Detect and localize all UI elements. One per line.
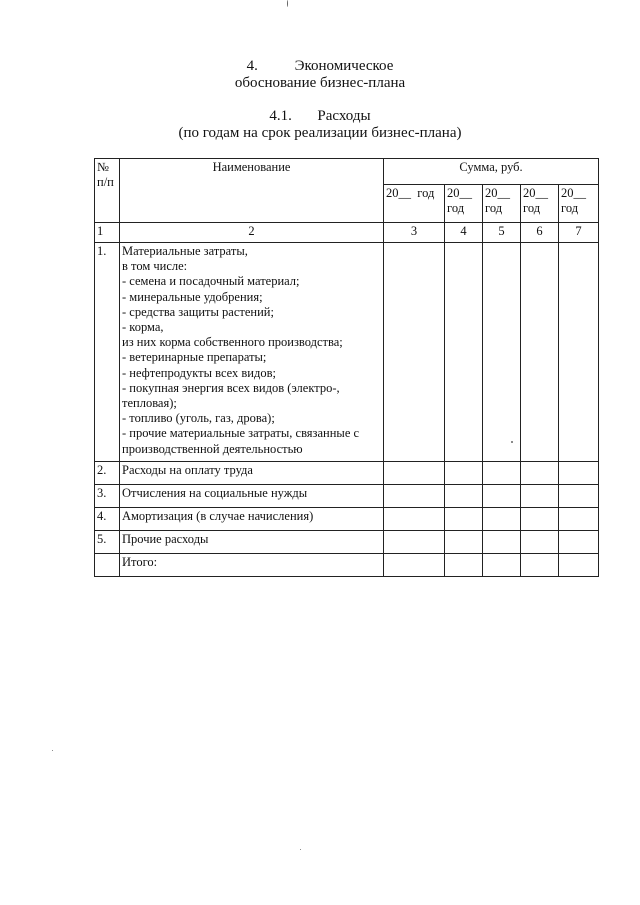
value-cell[interactable]: [384, 531, 445, 554]
value-cell[interactable]: [445, 243, 483, 462]
value-cell[interactable]: [384, 243, 445, 462]
year-cell-4-b: год: [523, 201, 541, 215]
value-cell[interactable]: [521, 554, 559, 577]
value-cell[interactable]: [521, 531, 559, 554]
material-line: - средства защиты растений;: [122, 304, 274, 319]
row-num: 5.: [95, 531, 120, 554]
value-cell[interactable]: [445, 462, 483, 485]
value-cell[interactable]: [559, 485, 599, 508]
value-cell[interactable]: [483, 243, 521, 462]
value-cell[interactable]: [521, 508, 559, 531]
index-row: [95, 223, 599, 243]
material-line: - прочие материальные затраты, связанные с: [122, 426, 360, 441]
value-cell[interactable]: [559, 554, 599, 577]
index-cell: 2: [120, 223, 384, 243]
material-line: - ветеринарные препараты;: [122, 350, 267, 365]
row-num: [95, 554, 120, 577]
row-name: Расходы на оплату труда: [120, 462, 384, 485]
header-num-2: п/п: [97, 175, 114, 189]
year-cell-4-a: 20__: [523, 186, 548, 200]
value-cell[interactable]: [483, 508, 521, 531]
year-cell-4: [521, 185, 559, 223]
value-cell[interactable]: [445, 554, 483, 577]
scan-speck: [511, 441, 513, 443]
value-cell[interactable]: [483, 554, 521, 577]
row-name: Прочие расходы: [120, 531, 384, 554]
value-cell[interactable]: [559, 462, 599, 485]
year-cell-1-b: год: [417, 186, 435, 200]
year-cell-3: [483, 185, 521, 223]
row-num: 3.: [95, 485, 120, 508]
index-cell: 3: [384, 223, 445, 243]
material-line: - семена и посадочный материал;: [122, 274, 300, 289]
table-row: [95, 462, 599, 485]
table-row: [95, 531, 599, 554]
total-label: Итого:: [120, 554, 384, 577]
section-number: 4.: [246, 58, 258, 74]
value-cell[interactable]: [559, 243, 599, 462]
year-cell-1: [384, 185, 445, 223]
material-line: - топливо (уголь, газ, дрова);: [122, 411, 275, 426]
material-line: - корма,: [122, 320, 164, 335]
table-row: [95, 508, 599, 531]
header-sum: Сумма, руб.: [384, 159, 599, 185]
header-num-cell: [95, 159, 120, 223]
row-num: 2.: [95, 462, 120, 485]
year-cell-5-a: 20__: [561, 186, 586, 200]
value-cell[interactable]: [521, 243, 559, 462]
expenses-table: [94, 158, 599, 577]
value-cell[interactable]: [559, 531, 599, 554]
value-cell[interactable]: [384, 485, 445, 508]
index-cell: 6: [521, 223, 559, 243]
material-line: - нефтепродукты всех видов;: [122, 365, 276, 380]
header-num: №: [97, 160, 109, 174]
subsection-title: Расходы: [317, 108, 371, 124]
value-cell[interactable]: [445, 485, 483, 508]
value-cell[interactable]: [445, 531, 483, 554]
table-row: [95, 485, 599, 508]
value-cell[interactable]: [445, 508, 483, 531]
value-cell[interactable]: [384, 462, 445, 485]
material-line: из них корма собственного производства;: [122, 335, 343, 350]
row-name: Отчисления на социальные нужды: [120, 485, 384, 508]
year-cell-3-b: год: [485, 201, 503, 215]
row-num: 4.: [95, 508, 120, 531]
material-line: тепловая);: [122, 396, 177, 411]
table-row: [95, 243, 599, 462]
value-cell[interactable]: [521, 462, 559, 485]
material-line: в том числе:: [122, 259, 188, 274]
material-line: - минеральные удобрения;: [122, 289, 263, 304]
value-cell[interactable]: [559, 508, 599, 531]
table-row: [95, 554, 599, 577]
value-cell[interactable]: [384, 508, 445, 531]
scan-mark: [287, 0, 288, 7]
year-cell-2: [445, 185, 483, 223]
index-cell: 4: [445, 223, 483, 243]
index-cell: 7: [559, 223, 599, 243]
value-cell[interactable]: [483, 462, 521, 485]
material-line: - покупная энергия всех видов (электро-,: [122, 380, 340, 395]
section-title: Экономическое: [294, 58, 394, 74]
year-cell-5-b: год: [561, 201, 579, 215]
material-costs-cell: [120, 243, 384, 462]
section-title-line2: обоснование бизнес-плана: [234, 75, 406, 91]
scan-speck: [52, 750, 53, 751]
value-cell[interactable]: [384, 554, 445, 577]
year-cell-2-a: 20__: [447, 186, 472, 200]
index-cell: 5: [483, 223, 521, 243]
value-cell[interactable]: [483, 485, 521, 508]
value-cell[interactable]: [521, 485, 559, 508]
value-cell[interactable]: [483, 531, 521, 554]
section-heading: [0, 58, 640, 75]
row-num: 1.: [95, 243, 120, 462]
scan-speck: [300, 849, 301, 850]
header-name: Наименование: [120, 159, 384, 223]
subsection-heading: [0, 108, 640, 125]
material-line: производственной деятельностью: [122, 441, 303, 456]
year-cell-3-a: 20__: [485, 186, 510, 200]
subsection-number: 4.1.: [269, 108, 292, 124]
index-cell: 1: [95, 223, 120, 243]
row-name: Амортизация (в случае начисления): [120, 508, 384, 531]
year-cell-2-b: год: [447, 201, 465, 215]
material-line: Материальные затраты,: [122, 244, 248, 258]
year-cell-1-a: 20__: [386, 186, 411, 200]
header-row: [95, 159, 599, 185]
year-cell-5: [559, 185, 599, 223]
subsection-subtitle: (по годам на срок реализации бизнес-плана): [178, 125, 462, 141]
